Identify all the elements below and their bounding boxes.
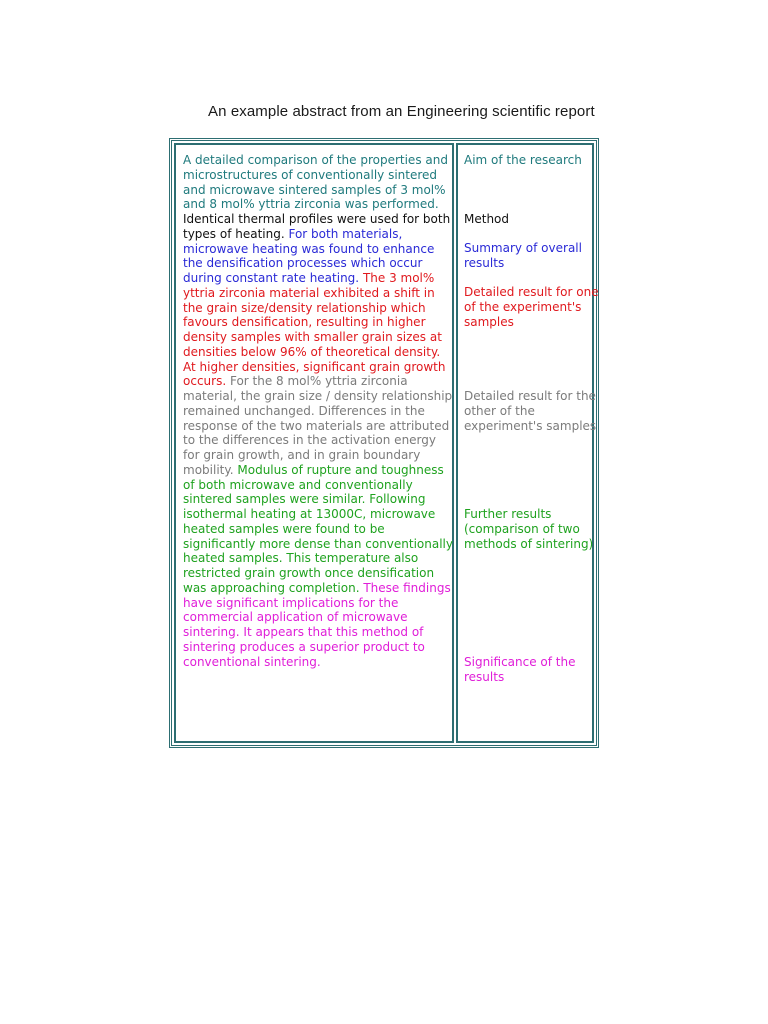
abstract-segment-further-results: Modulus of rupture and toughness of both microwave and conventionally sintered samples were similar. Following isothermal heating at 13000C, microwave heated samples were found to be significantly more dense than conventionally heated samples. This temperature also restricted grain growth once densification was approaching completion. [183,462,453,595]
abstract-table [169,138,599,748]
abstract-table-inner [174,143,599,743]
annotation-result-one: Detailed result for one of the experiment's samples [464,285,599,329]
page-title: An example abstract from an Engineering scientific report [208,103,595,120]
annotation-cell [456,143,599,743]
abstract-segment-result-other: For the 8 mol% yttria zirconia material, the grain size / density relationship remained unchanged. Differences in the response of the two materials are attributed to the differences in the activation energy for grain growth, and in grain boundary mobility. [183,374,453,477]
annotation-method: Method [464,212,510,226]
annotation-result-other: Detailed result for the other of the experiment's samples [464,389,597,433]
abstract-segment-method: Identical thermal profiles were used for both types of heating. [183,212,451,241]
annotation-further-results: Further results (comparison of two methods of sintering) [464,507,594,551]
abstract-segment-aim: A detailed comparison of the properties and microstructures of conventionally sintered and microwave sintered samples of 3 mol% and 8 mol% yttria zirconia was performed. [183,153,448,212]
abstract-segment-summary: For both materials, microwave heating was found to enhance the densification processes which occur during constant rate heating. [183,226,435,285]
annotation-significance: Significance of the results [464,655,576,684]
abstract-segment-result-one: The 3 mol% yttria zirconia material exhibited a shift in the grain size/density relationship which favours densification, resulting in higher density samples with smaller grain sizes at densities below 96% of theoretical density. At higher densities, significant grain growth occurs. [183,271,446,389]
annotation-aim: Aim of the research [464,153,582,167]
abstract-cell [174,143,454,743]
abstract-segment-significance: These findings have significant implications for the commercial application of microwave sintering. It appears that this method of sintering produces a superior product to conventional sintering. [183,580,451,669]
annotation-summary: Summary of overall results [464,241,582,270]
abstract-text [183,153,455,669]
